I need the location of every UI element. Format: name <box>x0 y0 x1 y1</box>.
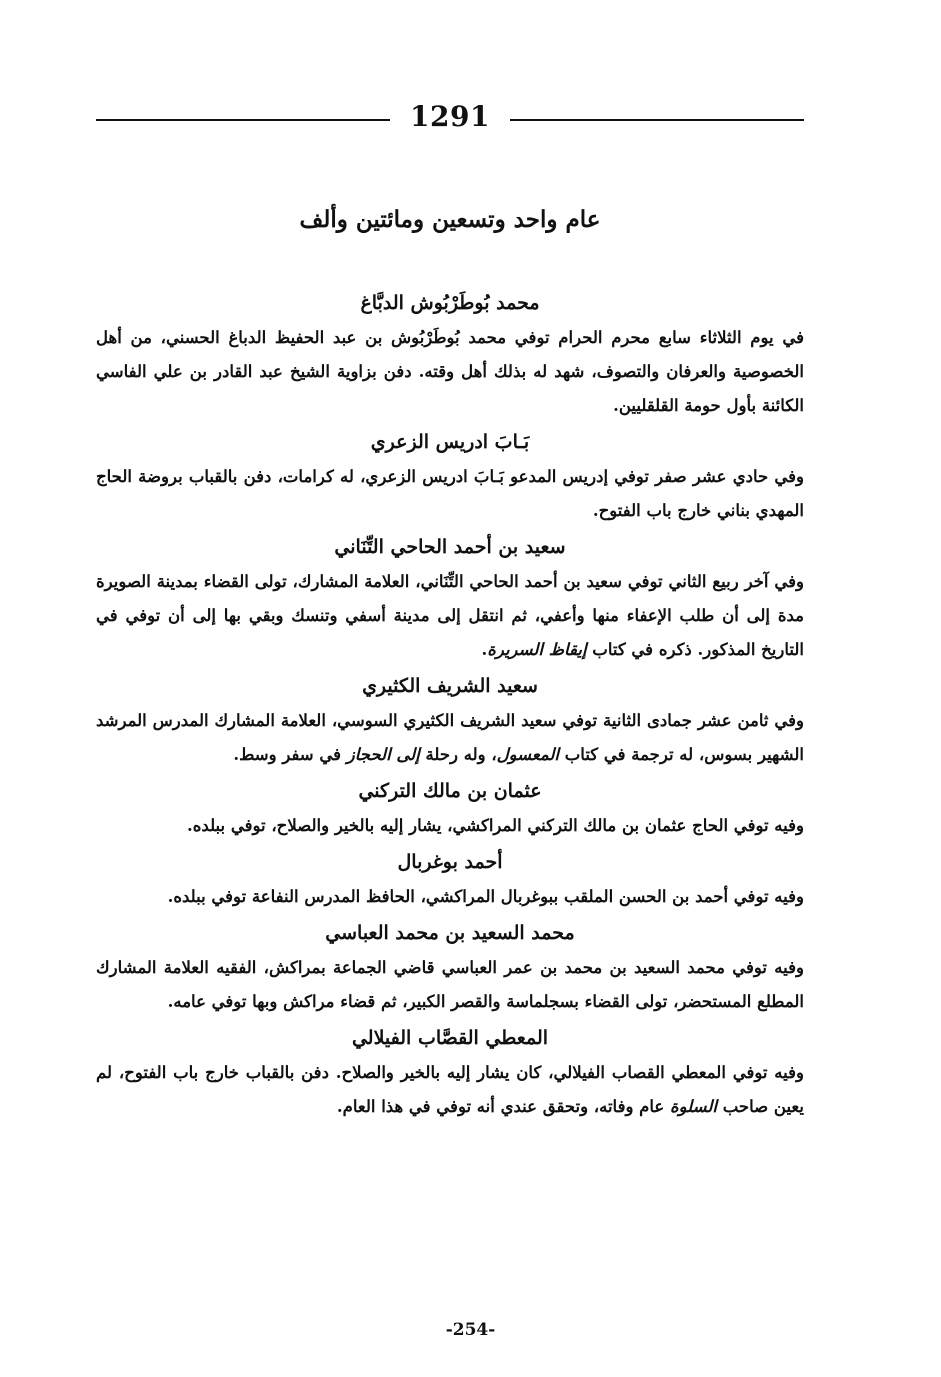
page-number: -254- <box>445 1320 496 1340</box>
entry-name: بَـابَ ادريس الزعري <box>370 431 530 453</box>
header-rule-left <box>96 119 390 121</box>
chapter-title: عام واحد وتسعين ومائتين وألف <box>299 206 601 233</box>
book-title: إلى الحجاز <box>346 745 420 764</box>
entry-name: أحمد بوغربال <box>397 851 503 873</box>
header-rule-right <box>510 119 804 121</box>
entry-body: وفيه توفي أحمد بن الحسن الملقب ببوغربال المراكشي، الحافظ المدرس النفاعة توفي ببلده. <box>167 887 804 906</box>
entry-name: المعطي القصَّاب الفيلالي <box>351 1027 549 1049</box>
entry-name: محمد السعيد بن محمد العباسي <box>325 922 575 944</box>
entry-body: في يوم الثلاثاء سابع محرم الحرام توفي محمد بُوطَرْبُوش بن عبد الحفيظ الدباغ الحسني، من أهل الخصوصية والعرفان والتصوف، شهد له بذلك أهل وقته. دفن بزاوية الشيخ عبد القادر بن علي الفاسي الكائنة بأول حومة القلقليين. <box>96 328 804 415</box>
entry-body: وفيه توفي محمد السعيد بن محمد بن عمر العباسي قاضي الجماعة بمراكش، الفقيه العلامة المشارك المطلع المستحضر، تولى القضاء بسجلماسة والقصر الكبير، ثم قضاء مراكش وبها توفي عامه. <box>96 958 804 1011</box>
entry-body: وفي حادي عشر صفر توفي إدريس المدعو بَـابَ ادريس الزعري، له كرامات، دفن بالقباب بروضة الحاج المهدي بناني خارج باب الفتوح. <box>96 467 804 520</box>
entry-name: سعيد بن أحمد الحاحي التِّنَاني <box>334 536 566 558</box>
entry-body: وفيه توفي الحاج عثمان بن مالك التركني المراكشي، يشار إليه بالخير والصلاح، توفي ببلده. <box>187 816 804 835</box>
entry-body: وفي ثامن عشر جمادى الثانية توفي سعيد الشريف الكثيري السوسي، العلامة المشارك المدرس المرشد الشهير بسوس، له ترجمة في كتاب المعسول، وله رحلة إلى الحجاز في سفر وسط. <box>96 711 804 764</box>
entry-name: محمد بُوطَرْبُوش الدبَّاغ <box>360 292 540 314</box>
page-content <box>96 284 804 1128</box>
header-year: 1291 <box>410 99 490 133</box>
book-title: المعسول <box>496 745 560 764</box>
book-title: إيقاظ السريرة <box>487 640 587 659</box>
entry-name: عثمان بن مالك التركني <box>358 780 542 802</box>
entry-name: سعيد الشريف الكثيري <box>362 675 538 697</box>
book-title: السلوة <box>670 1097 717 1116</box>
entry-body: وفيه توفي المعطي القصاب الفيلالي، كان يشار إليه بالخير والصلاح. دفن بالقباب خارج باب الفتوح، لم يعين صاحب السلوة عام وفاته، وتحقق عندي أنه توفي في هذا العام. <box>96 1063 804 1116</box>
page-header <box>96 96 804 136</box>
entry-body: وفي آخر ربيع الثاني توفي سعيد بن أحمد الحاحي التِّنَاني، العلامة المشارك، تولى القضاء بمدينة الصويرة مدة إلى أن طلب الإعفاء منها وأعفي، ثم انتقل إلى مدينة أسفي وتنسك وبقي بها إلى أن توفي في التاريخ المذكور. ذكره في كتاب إيقاظ السريرة. <box>96 572 804 659</box>
